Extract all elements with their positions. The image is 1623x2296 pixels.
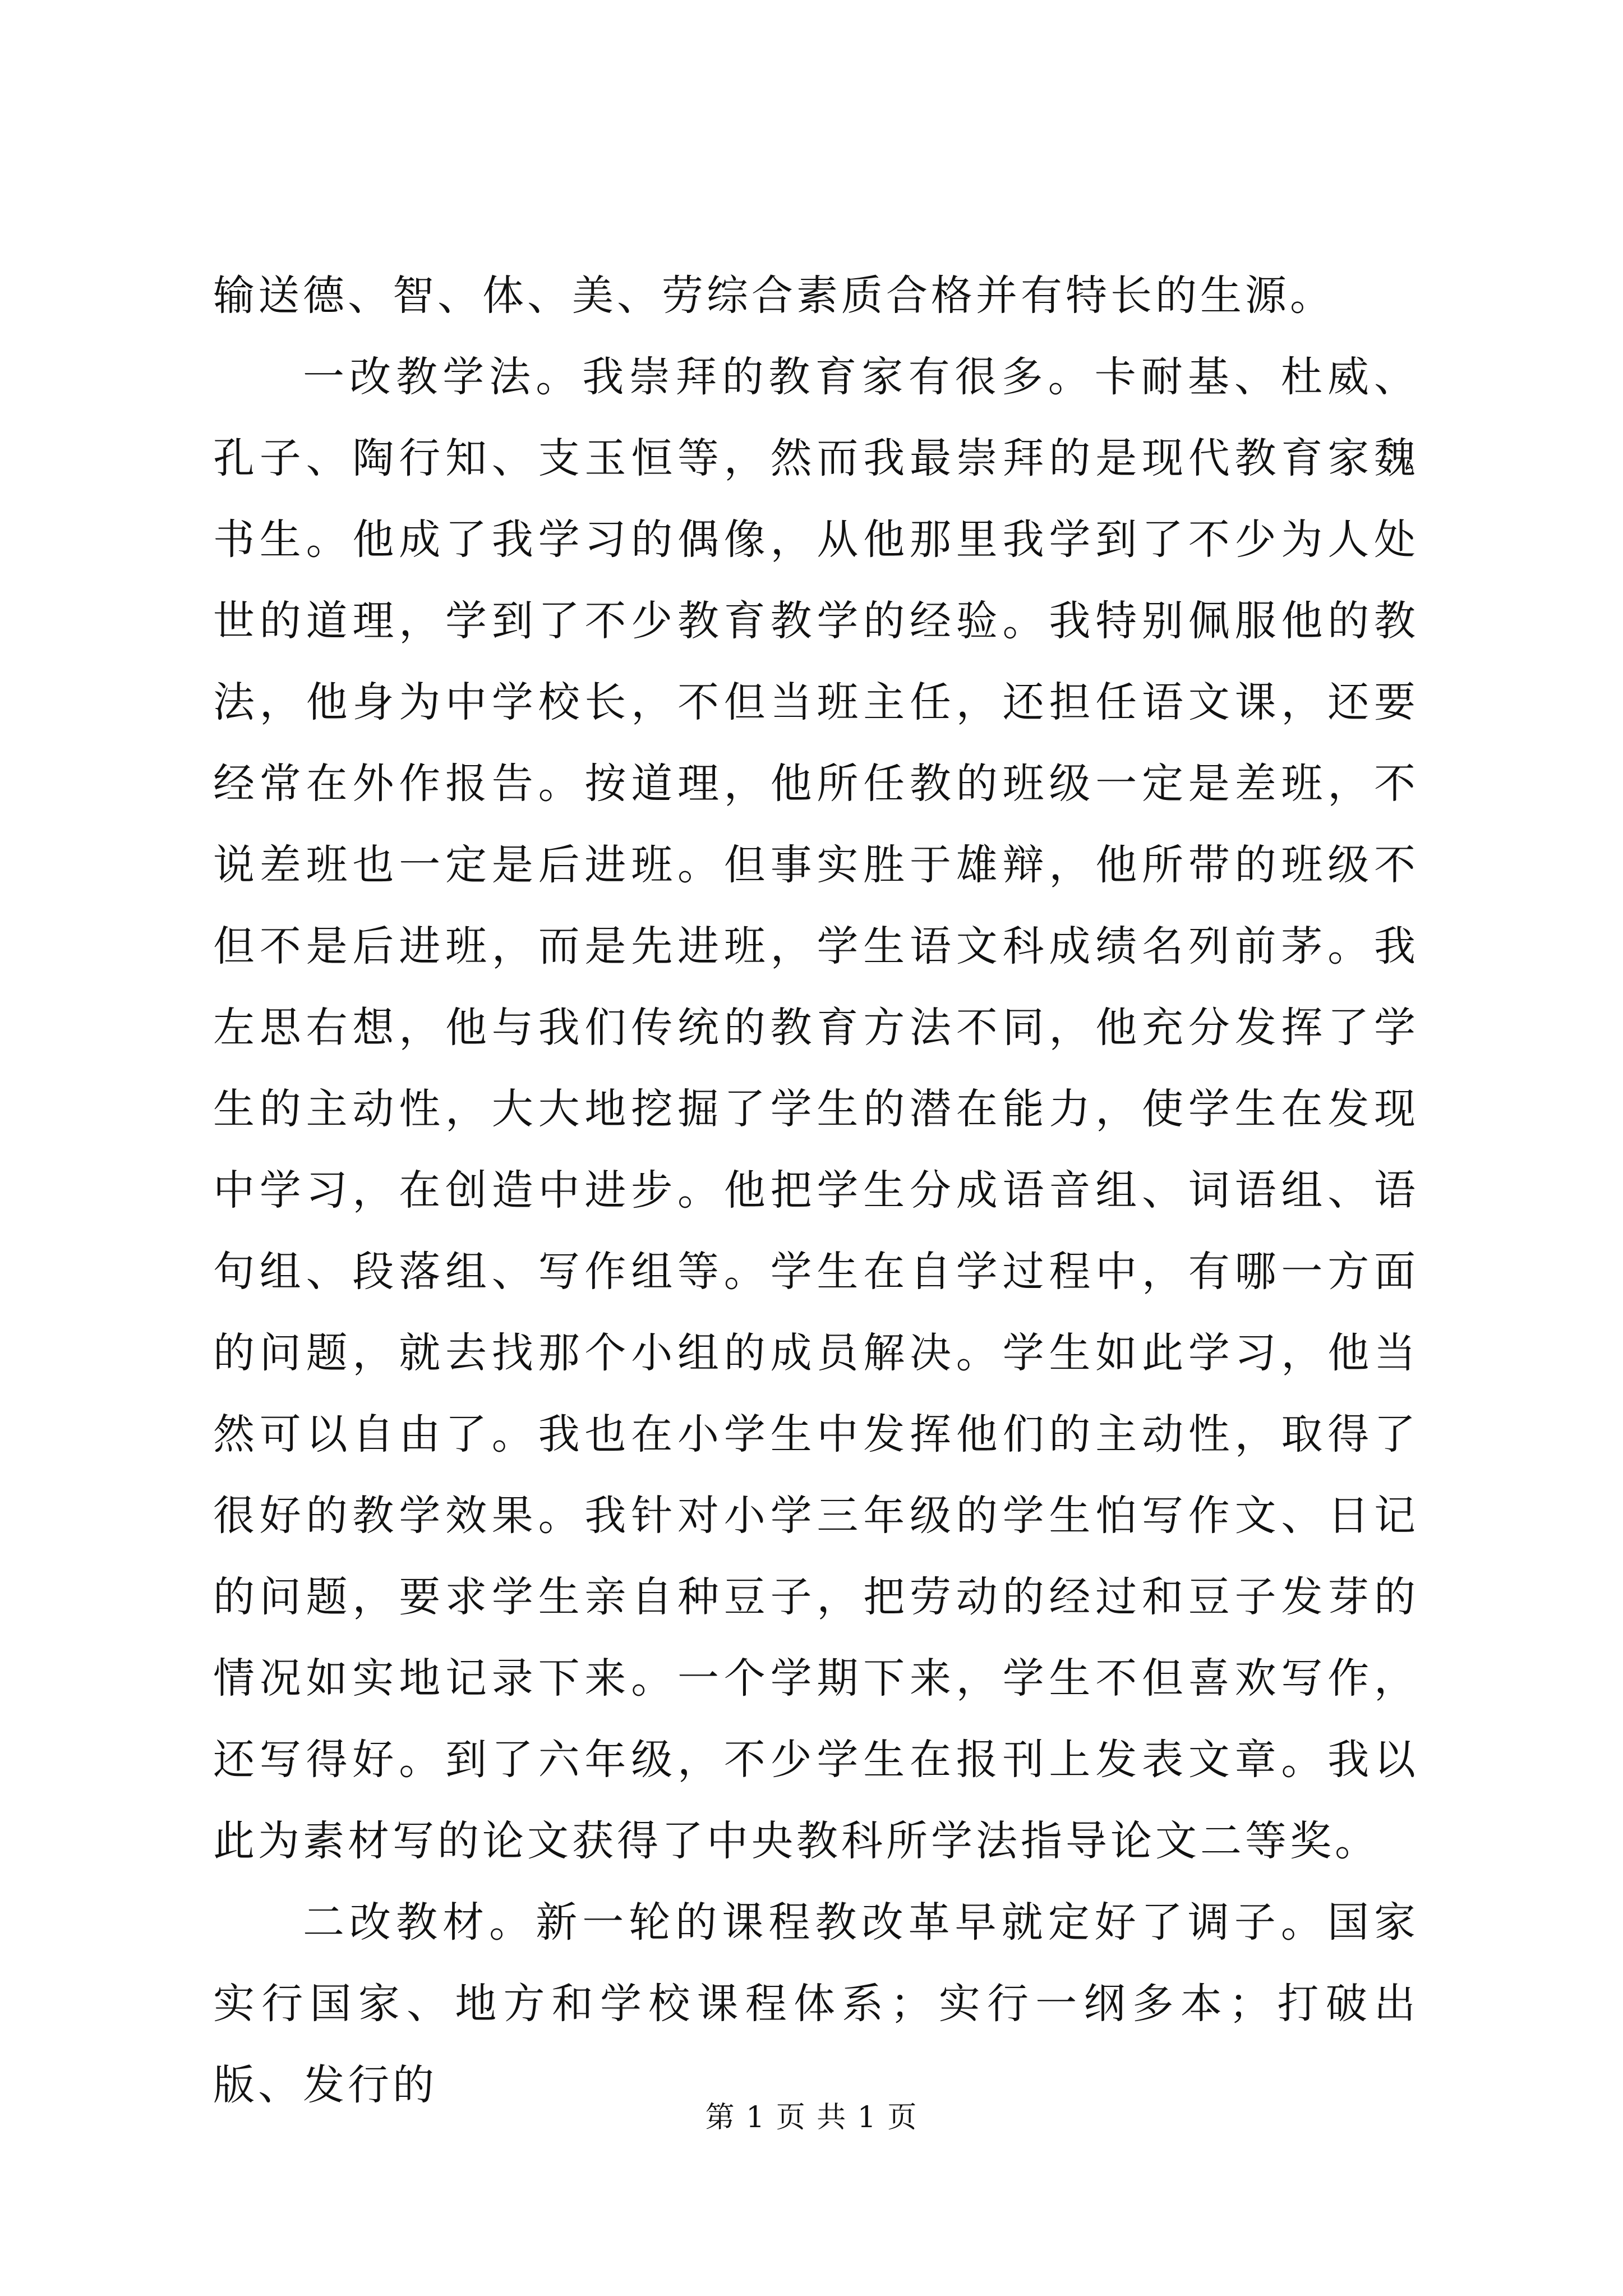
paragraph-textbook: 二改教材。新一轮的课程教改革早就定好了调子。国家实行国家、地方和学校课程体系；实行一纲多本；打破出版、发行的 [213, 1898, 1419, 2109]
page-footer: 第 1 页 共 1 页 [705, 2101, 918, 2134]
paragraph-teaching-method: 一改教学法。我崇拜的教育家有很多。卡耐基、杜威、孔子、陶行知、支玉恒等，然而我最崇拜的是现代教育家魏书生。他成了我学习的偶像，从他那里我学到了不少为人处世的道理，学到了不少教育教学的经验。我特别佩服他的教法，他身为中学校长，不但当班主任，还担任语文课，还要经常在外作报告。按道理，他所任教的班级一定是差班，不说差班也一定是后进班。但事实胜于雄辩，他所带的班级不但不是后进班，而是先进班，学生语文科成绩名列前茅。我左思右想，他与我们传统的教育方法不同，他充分发挥了学生的主动性，大大地挖掘了学生的潜在能力，使学生在发现中学习，在创造中进步。他把学生分成语音组、词语组、语句组、段落组、写作组等。学生在自学过程中，有哪一方面的问题，就去找那个小组的成员解决。学生如此学习，他当然可以自由了。我也在小学生中发挥他们的主动性，取得了很好的教学效果。我针对小学三年级的学生怕写作文、日记的问题，要求学生亲自种豆子，把劳动的经过和豆子发芽的情况如实地记录下来。一个学期下来，学生不但喜欢写作，还写得好。到了六年级，不少学生在报刊上发表文章。我以此为素材写的论文获得了中央教科所学法指导论文二等奖。 [213, 353, 1419, 1865]
paragraph-continuation: 输送德、智、体、美、劳综合素质合格并有特长的生源。 [213, 272, 1335, 320]
document-body [213, 255, 1419, 2126]
